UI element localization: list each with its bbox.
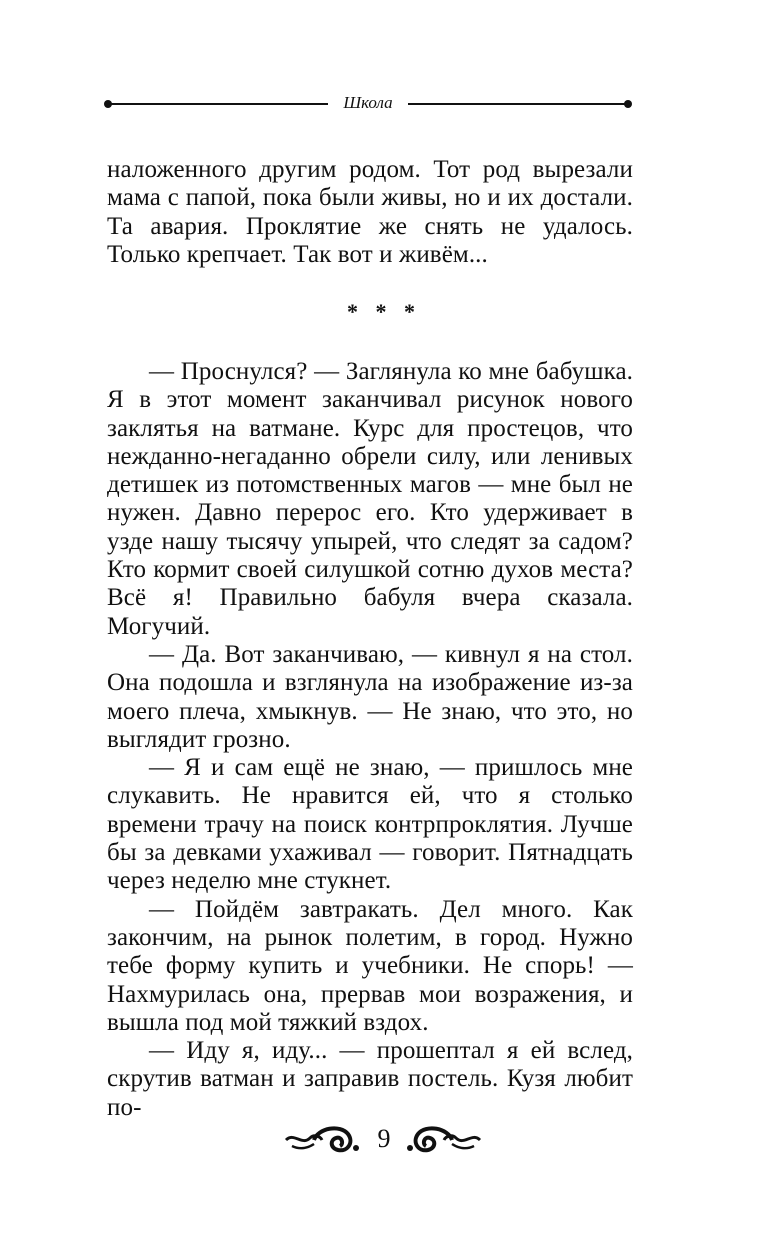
rule-line-left (110, 103, 328, 105)
paragraph: наложенного другим родом. Тот род вырезали мама с папой, пока были живы, но и их достали. Та авария. Проклятие же снять не удалось. Только крепчает. Так вот и живём... (107, 156, 633, 268)
page-footer (284, 1116, 484, 1164)
section-break: * * * (347, 299, 421, 324)
rule-end-dot-right (624, 100, 632, 108)
scroll-ornament-icon (402, 1122, 482, 1158)
paragraph: — Да. Вот заканчиваю, — кивнул я на стол. Она подошла и взглянула на изображение из-за моего плеча, хмыкнув. — Не знаю, что это, но выглядит грозно. (107, 640, 633, 753)
body-text (107, 358, 633, 1122)
page-number: 9 (377, 1124, 391, 1153)
text-before-break (107, 156, 633, 269)
scroll-ornament-icon (284, 1122, 364, 1158)
paragraph: — Пойдём завтракать. Дел много. Как закончим, на рынок полетим, в город. Нужно тебе форму купить и учебники. Не спорь! — Нахмурилась она, прервав мои возражения, и вышла под мой тяжкий вздох. (107, 895, 633, 1036)
running-head (104, 90, 632, 116)
paragraph: — Я и сам ещё не знаю, — пришлось мне слукавить. Не нравится ей, что я столько времени трачу на поиск контрпроклятия. Лучше бы за девками ухаживал — говорит. Пятнадцать через неделю мне стукнет. (107, 754, 633, 895)
paragraph: — Проснулся? — Заглянула ко мне бабушка. Я в этот момент заканчивал рисунок нового заклятья на ватмане. Курс для простецов, что нежданно-негаданно обрели силу, или ленивых детишек из потомственных магов — мне был не нужен. Давно перерос его. Кто удерживает в узде нашу тысячу упырей, что следят за садом? Кто кормит своей силушкой сотню духов места? Всё я! Правильно бабуля вчера сказала. Могучий. (107, 358, 633, 640)
running-head-title: Школа (343, 93, 393, 112)
paragraph: — Иду я, иду... — прошептал я ей вслед, скрутив ватман и заправив постель. Кузя любит по- (107, 1037, 633, 1121)
rule-line-right (408, 103, 626, 105)
